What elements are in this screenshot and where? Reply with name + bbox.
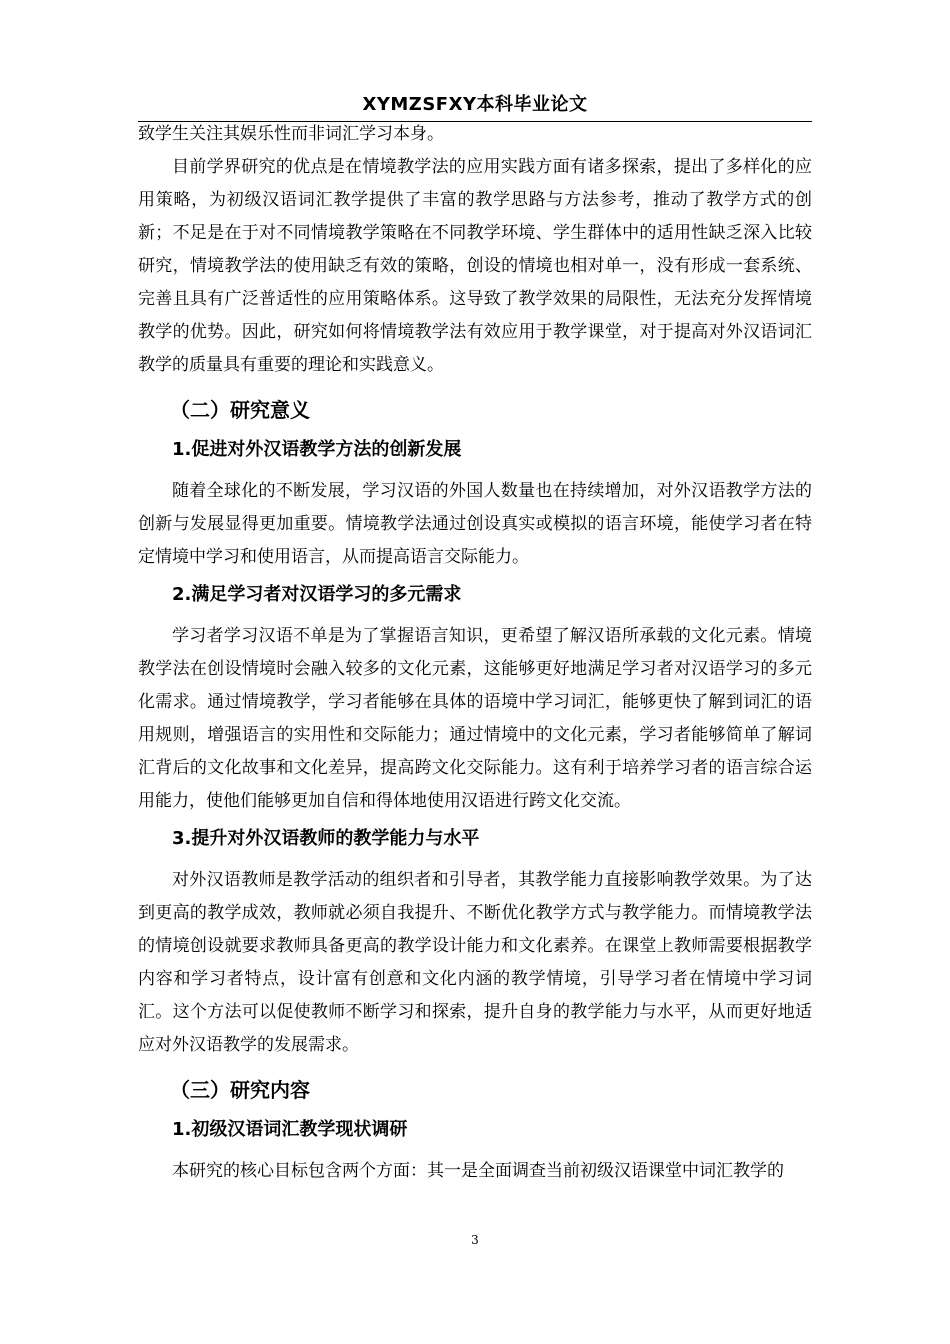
paragraph-research-review: 目前学界研究的优点是在情境教学法的应用实践方面有诸多探索，提出了多样化的应用策略，为初级汉语词汇教学提供了丰富的教学思路与方法参考，推动了教学方式的创新；不足是在于对不同情境教学策略在不同教学环境、学生群体中的适用性缺乏深入比较研究，情境教学法的使用缺乏有效的策略，创设的情境也相对单一，没有形成一套系统、完善且具有广泛普适性的应用策略体系。这导致了教学效果的局限性，无法充分发挥情境教学的优势。因此，研究如何将情境教学法有效应用于教学课堂，对于提高对外汉语词汇教学的质量具有重要的理论和实践意义。 bbox=[138, 157, 812, 375]
paragraph-learner-needs: 学习者学习汉语不单是为了掌握语言知识，更希望了解汉语所承载的文化元素。情境教学法在创设情境时会融入较多的文化元素，这能够更好地满足学习者对汉语学习的多元化需求。通过情境教学，学习者能够在具体的语境中学习词汇，能够更快了解到词汇的语用规则，增强语言的实用性和交际能力；通过情境中的文化元素，学习者能够简单了解词汇背后的文化故事和文化差异，提高跨文化交际能力。这有利于培养学习者的语言综合运用能力，使他们能够更加自信和得体地使用汉语进行跨文化交流。 bbox=[138, 626, 812, 811]
subheading-teaching-method-innovation: 1.促进对外汉语教学方法的创新发展 bbox=[172, 439, 462, 460]
paragraph-teaching-method-innovation: 随着全球化的不断发展，学习汉语的外国人数量也在持续增加，对外汉语教学方法的创新与发展显得更加重要。情境教学法通过创设真实或模拟的语言环境，能使学习者在特定情境中学习和使用语言，从而提高语言交际能力。 bbox=[138, 481, 812, 567]
subheading-learner-needs: 2.满足学习者对汉语学习的多元需求 bbox=[172, 584, 462, 605]
paragraph-continuation: 致学生关注其娱乐性而非词汇学习本身。 bbox=[138, 124, 444, 144]
section-heading-significance: （二）研究意义 bbox=[170, 398, 310, 422]
paragraph-teacher-ability: 对外汉语教师是教学活动的组织者和引导者，其教学能力直接影响教学效果。为了达到更高的教学成效，教师就必须自我提升、不断优化教学方式与教学能力。而情境教学法的情境创设就要求教师具备更高的教学设计能力和文化素养。在课堂上教师需要根据教学内容和学习者特点，设计富有创意和文化内涵的教学情境，引导学习者在情境中学习词汇。这个方法可以促使教师不断学习和探索，提升自身的教学能力与水平，从而更好地适应对外汉语教学的发展需求。 bbox=[138, 870, 812, 1055]
page-number: 3 bbox=[471, 1233, 479, 1247]
document-body bbox=[138, 118, 812, 1188]
running-header: XYMZSFXY本科毕业论文 bbox=[362, 94, 588, 115]
section-heading-research-content: （三）研究内容 bbox=[170, 1078, 310, 1102]
paragraph-vocabulary-survey: 本研究的核心目标包含两个方面：其一是全面调查当前初级汉语课堂中词汇教学的 bbox=[172, 1161, 784, 1181]
subheading-teacher-ability: 3.提升对外汉语教师的教学能力与水平 bbox=[172, 828, 480, 849]
subheading-vocabulary-survey: 1.初级汉语词汇教学现状调研 bbox=[172, 1119, 408, 1140]
